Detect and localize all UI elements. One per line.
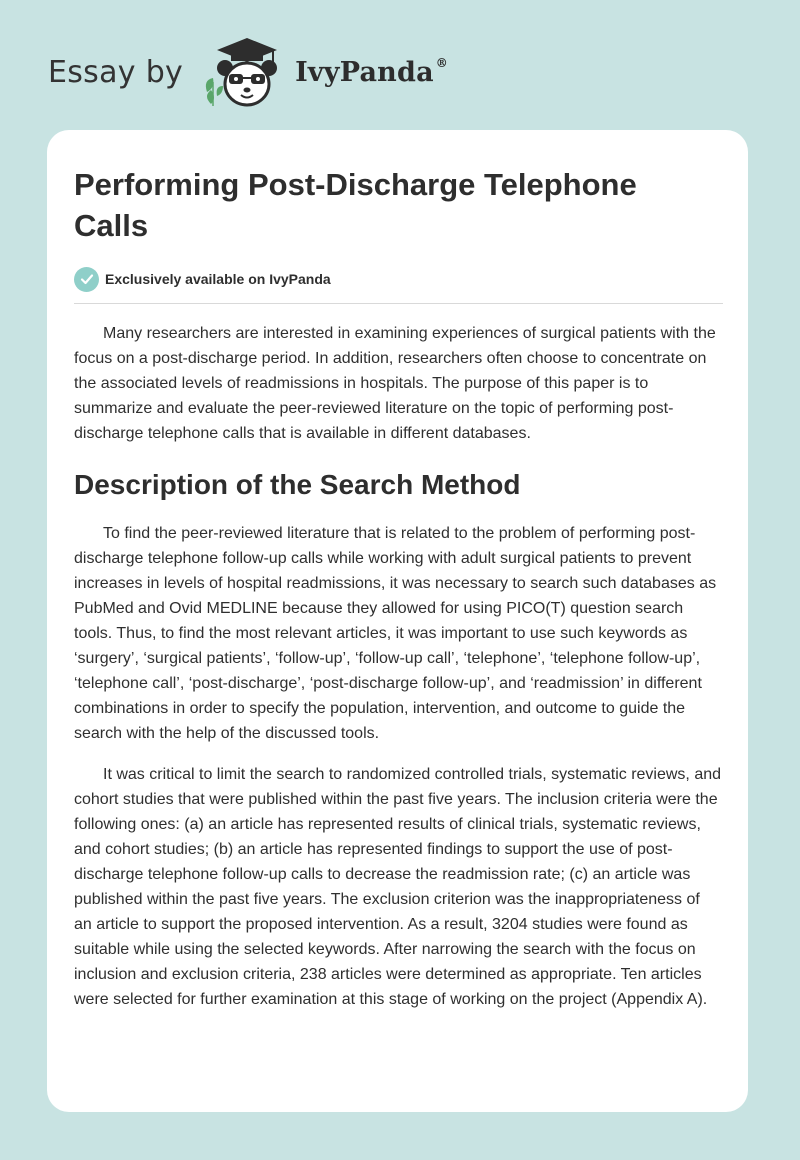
essay-card [47,130,748,1112]
section-heading: Description of the Search Method [74,469,521,500]
intro-paragraph: Many researchers are interested in examining experiences of surgical patients with the focus on a post-discharge period. In addition, researchers often choose to concentrate on the associated levels of readmissions in hospitals. The purpose of this paper is to summarize and evaluate the peer-reviewed literature on the topic of performing post-discharge telephone calls that is available in different databases. [74,325,716,442]
badge-label: Exclusively available on IvyPanda [105,271,331,287]
divider [74,303,723,304]
exclusive-badge [74,266,722,292]
section-paragraph-2: It was critical to limit the search to randomized controlled trials, systematic reviews, and cohort studies that were published within the past five years. The inclusion criteria were the following ones: (a) an article has represented results of clinical trials, systematic reviews, and cohort studies; (b) an article has represented findings to support the use of post-discharge telephone follow-up calls to decrease the readmission rate; (c) an article was published within the past five years. The exclusion criterion was the inappropriateness of an article to support the proposed intervention. As a result, 3204 studies were found as suitable while using the selected keywords. After narrowing the search with the focus on inclusion and exclusion criteria, 238 articles were determined as appropriate. Ten articles were selected for further examination at this stage of working on the project (Appendix A). [74,766,722,1008]
page-title: Performing Post-Discharge Telephone Calls [74,167,637,243]
registered-mark: ® [435,56,448,70]
checkmark-icon [74,267,99,292]
panda-graduate-icon [201,34,291,110]
section-paragraph-1: To find the peer-reviewed literature that is related to the problem of performing post-discharge telephone follow-up calls while working with adult surgical patients to prevent increases in levels of hospital readmissions, it was necessary to search such databases as PubMed and Ovid MEDLINE because they allowed for using PICO(T) question search tools. Thus, to find the most relevant articles, it was important to use such keywords as ‘surgery’, ‘surgical patients’, ‘follow-up’, ‘follow-up call’, ‘telephone’, ‘telephone follow-up’, ‘telephone call’, ‘post-discharge’, ‘post-discharge follow-up’, and ‘readmission’ in different combinations in order to specify the population, intervention, and outcome to guide the search with the help of the discussed tools. [74,525,717,742]
essay-by-label: Essay by [48,54,184,90]
brand-name: IvyPanda ® [295,56,448,88]
site-header [48,34,448,110]
